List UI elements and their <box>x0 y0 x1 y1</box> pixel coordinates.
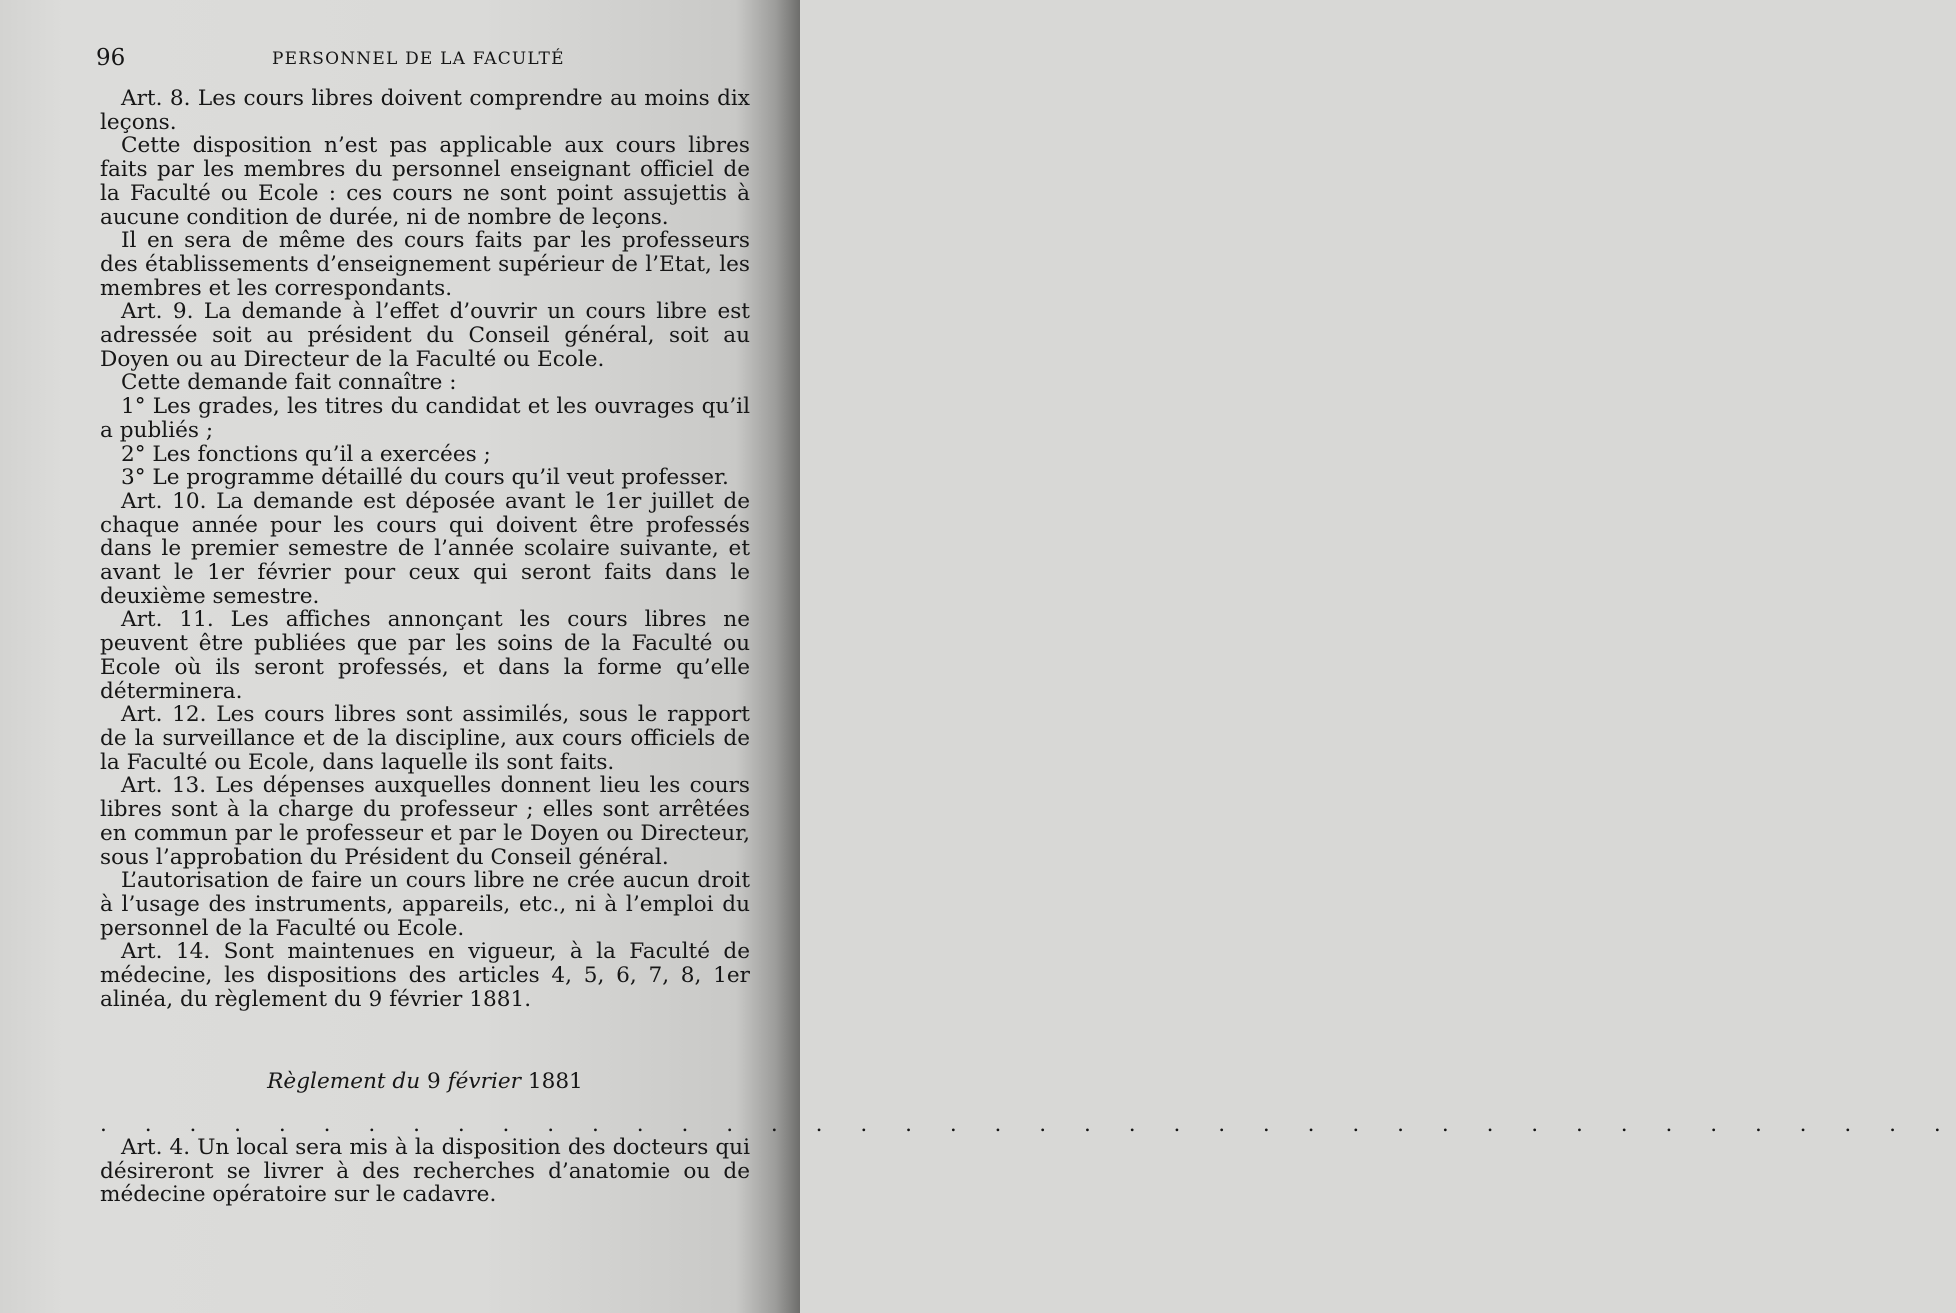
ellipsis-row: . . . . . . . . . . . . . . . . . . . . . . . . . . . . . . . . . . . . . . . . . . <box>100 1112 1956 1137</box>
running-head: PERSONNEL DE LA FACULTÉ <box>272 49 565 69</box>
paragraph-item-3: 3° Le programme détaillé du cours qu’il veut professer. <box>121 465 729 491</box>
paragraph-art-14: Art. 14. Sont maintenues en vigueur, à la Faculté de médecine, les dispositions des articles 4, 5, 6, 7, 8, 1er alinéa, du règlement du 9 février 1881. <box>100 939 750 1012</box>
paragraph-item-2: 2° Les fonctions qu’il a exercées ; <box>121 441 491 467</box>
section-heading <box>100 1069 750 1095</box>
paragraph-art-10: Art. 10. La demande est déposée avant le 1er juillet de chaque année pour les cours qui doivent être professés dans le premier semestre de l’année scolaire suivante, et avant le 1er février pour ceux qui seront faits dans le deuxième semestre. <box>100 488 750 609</box>
heading-italic-1: Règlement du <box>267 1069 421 1094</box>
paragraph-art-13: Art. 13. Les dépenses auxquelles donnent lieu les cours libres sont à la charge du professeur ; elles sont arrêtées en commun par le professeur et par le Doyen ou Directeur, sous l’approbation du Président du Conseil général. <box>100 773 750 870</box>
paragraph-art-9: Art. 9. La demande à l’effet d’ouvrir un cours libre est adressée soit au président du Conseil général, soit au Doyen ou au Directeur de la Faculté ou Ecole. <box>100 299 750 372</box>
paragraph-demande: Cette demande fait connaître : <box>121 370 457 396</box>
paragraph-autorisation: L’autorisation de faire un cours libre ne crée aucun droit à l’usage des instruments, appareils, etc., ni à l’emploi du personnel de la Faculté ou Ecole. <box>100 868 750 941</box>
heading-italic-2: février <box>447 1069 521 1094</box>
page-header <box>96 44 746 74</box>
heading-day: 9 <box>427 1069 441 1094</box>
paragraph-art-11: Art. 11. Les affiches annonçant les cours libres ne peuvent être publiées que par les soins de la Faculté ou Ecole où ils seront professés, et dans la forme qu’elle déterminera. <box>100 607 750 704</box>
heading-year: 1881 <box>527 1069 583 1094</box>
page-number: 96 <box>96 45 126 71</box>
paragraph-art-4: Art. 4. Un local sera mis à la disposition des docteurs qui désireront se livrer à des recherches d’anatomie ou de médecine opératoire sur le cadavre. <box>100 1135 750 1208</box>
paragraph-art-12: Art. 12. Les cours libres sont assimilés, sous le rapport de la surveillance et de la discipline, aux cours officiels de la Faculté ou Ecole, dans laquelle ils sont faits. <box>100 702 750 775</box>
main-text <box>100 87 750 1011</box>
paragraph-professeurs: Il en sera de même des cours faits par les professeurs des établissements d’enseignement supérieur de l’Etat, les membres et les correspondants. <box>100 228 750 301</box>
final-text <box>100 1136 750 1207</box>
paragraph-disposition: Cette disposition n’est pas applicable aux cours libres faits par les membres du personnel enseignant officiel de la Faculté ou Ecole : ces cours ne sont point assujettis à aucune condition de durée, ni de nombre de leçons. <box>100 133 750 230</box>
paragraph-item-1: 1° Les grades, les titres du candidat et les ouvrages qu’il a publiés ; <box>100 394 750 443</box>
paragraph-art-8: Art. 8. Les cours libres doivent comprendre au moins dix leçons. <box>100 86 750 135</box>
